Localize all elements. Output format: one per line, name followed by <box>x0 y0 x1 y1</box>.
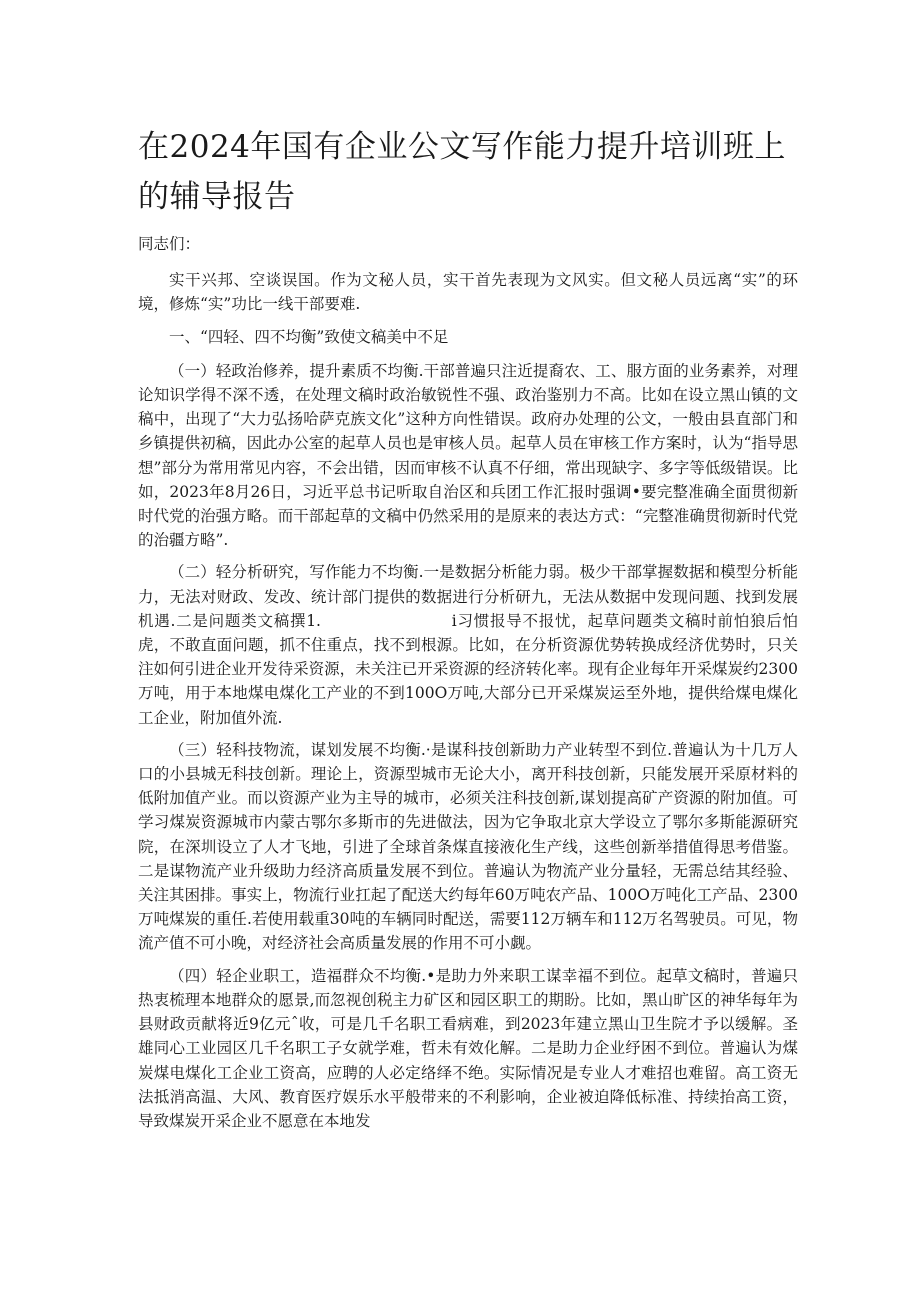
document-title: 在2024年国有企业公文写作能力提升培训班上的辅导报告 <box>138 129 786 215</box>
intro-paragraph: 实干兴邦、空谈误国。作为文秘人员，实干首先表现为文风实。但文秘人员远离“实”的环境，修炼“实”功比一线干部要难. <box>138 271 798 314</box>
paragraph-2: （二）轻分析研究，写作能力不均衡.一是数据分析能力弱。极少干部掌握数据和模型分析能力，无法对财政、发改、统计部门提供的数据进行分析研九，无法从数据中发现问题、找到发展机遇.二是问题类文稿撰1. i习惯报导不报忧，起草问题类文稿时前怕狼后怕虎，不敢直面问题，抓不住重点，找不到根源。比如，在分析资源优势转换成经济优势时，只关注如何引进企业开发待采资源，未关注已开采资源的经济转化率。现有企业每年开采煤炭约2300万吨，用于本地煤电煤化工产业的不到100O万吨,大部分已开采煤炭运至外地，提供给煤电煤化工企业，附加值外流. <box>138 563 798 727</box>
paragraph-1: （一）轻政治修养，提升素质不均衡.干部普遍只注近提裔农、工、服方面的业务素养，对理论知识学得不深不透，在处理文稿时政治敏锐性不强、政治鉴别力不高。比如在设立黑山镇的文稿中，出现了“大力弘扬哈萨克族文化”这种方向性错误。政府办处理的公文，一般由县直部门和乡镇提供初稿，因此办公室的起草人员也是审核人员。起草人员在审核工作方案时，认为“指导思想”部分为常用常见内容，不会出错，因而审核不认真不仔细，常出现缺字、多字等低级错误。比如，2023年8月26日，习近平总书记听取自治区和兵团工作汇报时强调•要完整准确全面贯彻新时代党的治强方略。而干部起草的文稿中仍然采用的是原来的表达方式：“完整准确贯彻新时代党的治疆方略”. <box>138 361 798 550</box>
greeting: 同志们： <box>138 235 201 253</box>
section-heading: 一、“四轻、四不均衡”致使文稿美中不足 <box>169 327 449 346</box>
document-body <box>138 232 798 1141</box>
paragraph-3: （三）轻科技物流，谋划发展不均衡.·是谋科技创新助力产业转型不到位.普遍认为十几万人口的小县城无科技创新。理论上，资源型城市无论大小，离开科技创新，只能发展开采原材料的低附加值产业。而以资源产业为主导的城市，必须关注科技创新,谋划提高矿产资源的附加值。可学习煤炭资源城市内蒙古鄂尔多斯市的先进做法，因为它争取北京大学设立了鄂尔多斯能源研究院，在深圳设立了人才飞地，引进了全球首条煤直接液化生产线，这些创新举措值得思考借鉴。二是谋物流产业升级助力经济高质量发展不到位。普遍认为物流产业分量轻，无需总结其经验、关注其困排。事实上，物流行业扛起了配送大约每年60万吨农产品、100O万吨化工产品、2300万吨煤炭的重任.若使用载重30吨的车辆同时配送，需要112万辆车和112万名驾驶员。可见，物流产值不可小晚，对经济社会高质量发展的作用不可小觑。 <box>138 740 798 953</box>
paragraph-4: （四）轻企业职工，造福群众不均衡.•是助力外来职工谋幸福不到位。起草文稿时，普遍只热衷梳理本地群众的愿景,而忽视创税主力矿区和园区职工的期盼。比如，黑山旷区的神华每年为县财政贡献将近9亿元ˆ收，可是几千名职工看病难，到2023年建立黑山卫生院才予以缓解。圣雄同心工业园区几千名职工子女就学难，哲未有效化解。二是助力企业纾困不到位。普遍认为煤炭煤电煤化工企业工资高，应聘的人必定络绎不绝。实际情况是专业人才难招也难留。高工资无法抵消高温、大风、教育医疗娱乐水平般带来的不利影响，企业被迫降低标准、持续抬高工资，导致煤炭开采企业不愿意在本地发 <box>138 966 798 1130</box>
